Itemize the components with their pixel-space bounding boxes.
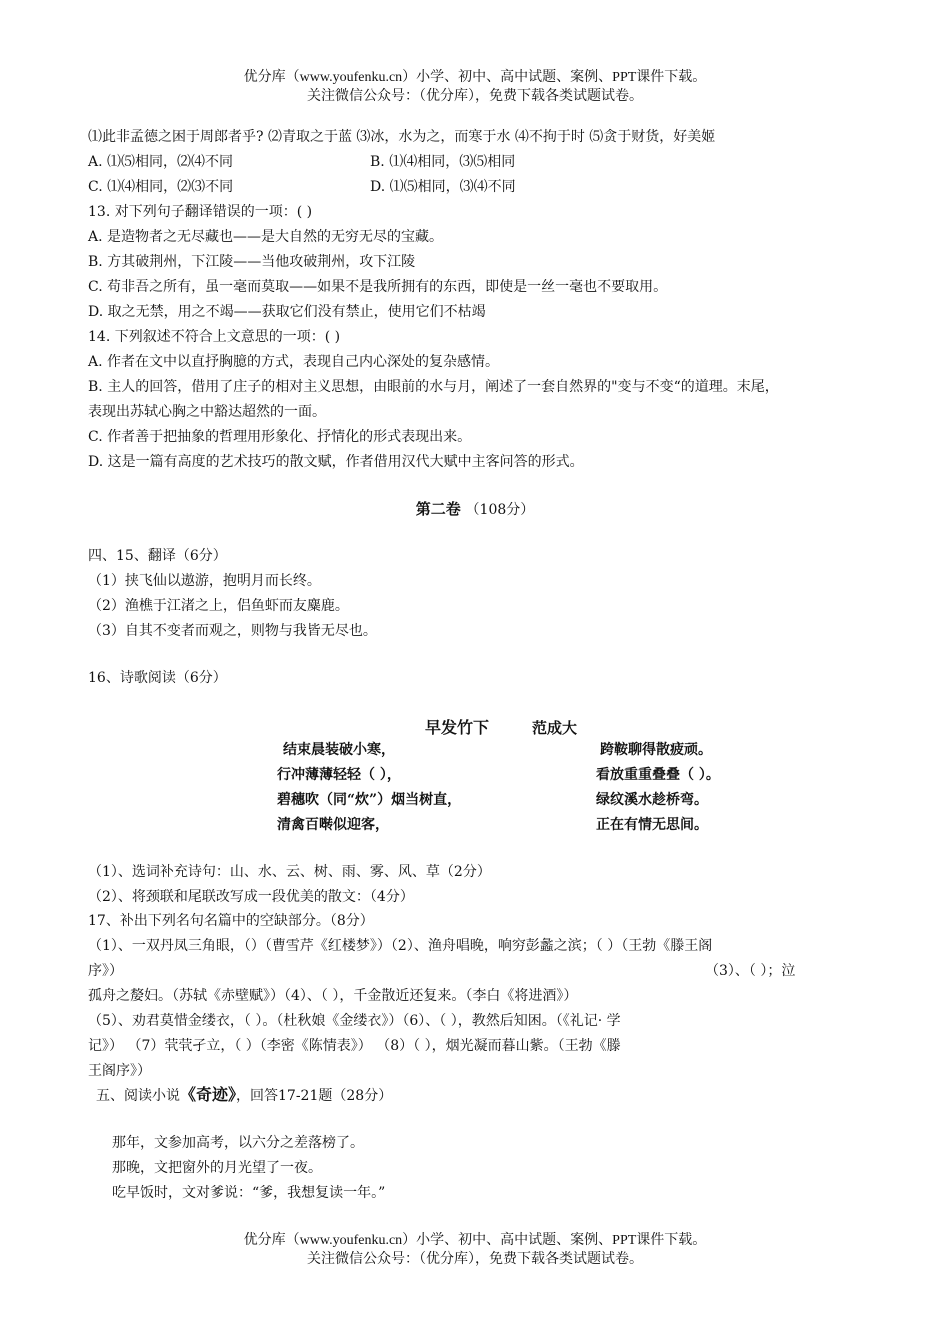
section-5-title: [96, 1086, 926, 1105]
poem-line-1-right: 跨鞍聊得散疲顽。: [600, 742, 712, 758]
header-line-1: 优分库（www.youfenku.cn）小学、初中、高中试题、案例、PPT课件下载。: [243, 70, 707, 85]
poem-line-2-left: 行冲薄薄轻轻（ ），: [277, 767, 401, 783]
story-paragraph-1: 那年，文参加高考，以六分之差落榜了。: [112, 1135, 364, 1151]
poem-line-1-left: 结束晨装破小寒，: [283, 742, 395, 758]
section-5-prefix: 五、阅读小说: [96, 1088, 180, 1104]
q13-option-d: D. 取之无禁，用之不竭——获取它们没有禁止，使用它们不枯竭: [88, 304, 486, 320]
q14-option-b-line-1: B. 主人的回答，借用了庄子的相对主义思想，由眼前的水与月，阐述了一套自然界的"变与不变“的道理。末尾，: [88, 379, 779, 395]
q14-option-c: C. 作者善于把抽象的哲理用形象化、抒情化的形式表现出来。: [88, 429, 472, 445]
q16-sub-1: （1）、选词补充诗句：山、水、云、树、雨、雾、风、草（2分）: [88, 864, 491, 880]
poem-line-2-right: 看放重重叠叠（ ）。: [596, 767, 720, 783]
q12-options-row-2: [88, 178, 918, 196]
q12-option-d: D. ⑴⑸相同，⑶⑷不同: [370, 179, 516, 195]
section-2-name: 第二卷: [415, 500, 461, 518]
poem-line-3-right: 绿纹溪水趁桥弯。: [596, 792, 708, 808]
q16-sub-2: （2）、将颈联和尾联改写成一段优美的散文：（4分）: [88, 889, 414, 905]
story-paragraph-2: 那晚，文把窗外的月光望了一夜。: [112, 1160, 322, 1176]
q14-option-b-line-2: 表现出苏轼心胸之中豁达超然的一面。: [88, 404, 326, 420]
q13-option-b: B. 方其破荆州，下江陵——当他攻破荆州，攻下江陵: [88, 254, 416, 270]
q14-option-d: D. 这是一篇有高度的艺术技巧的散文赋，作者借用汉代大赋中主客问答的形式。: [88, 454, 584, 470]
q12-options-row-1: [88, 153, 918, 171]
footer-line-2: 关注微信公众号：（优分库），免费下载各类试题试卷。: [307, 1252, 643, 1267]
q13-option-c: C. 苟非吾之所有，虽一毫而莫取——如果不是我所拥有的东西，即使是一丝一毫也不要取用。: [88, 279, 668, 295]
q12-option-c: C. ⑴⑷相同，⑵⑶不同: [88, 179, 234, 195]
poem-title: 早发竹下: [425, 718, 490, 737]
q15-title: 四、15、翻译（6分）: [88, 548, 227, 564]
story-paragraph-3: 吃早饭时，文对爹说：“爹，我想复读一年。”: [112, 1185, 386, 1201]
q14-option-a: A. 作者在文中以直抒胸臆的方式，表现自己内心深处的复杂感情。: [88, 354, 500, 370]
section-2-title: [0, 498, 950, 519]
poem-line-3-left: 碧穗吹（同“炊”）烟当树直，: [277, 792, 462, 808]
q12-option-a: A. ⑴⑸相同，⑵⑷不同: [88, 154, 234, 170]
footer-line-1: 优分库（www.youfenku.cn）小学、初中、高中试题、案例、PPT课件下载。: [243, 1233, 707, 1248]
q17-line-1: （1）、一双丹凤三角眼，（）（曹雪芹《红楼梦》）（2）、渔舟唱晚，响穷彭蠡之滨；（ ）（王勃《滕王阁: [88, 938, 713, 954]
section-5-suffix: ，回答17-21题（28分）: [236, 1088, 393, 1104]
q17-title: 17、补出下列名句名篇中的空缺部分。（8分）: [88, 913, 374, 929]
q15-sentence-3: （3）自其不变者而观之，则物与我皆无尽也。: [88, 623, 377, 639]
q17-line-2-start: 序》）: [88, 963, 123, 979]
poem-line-4-left: 清禽百啭似迎客，: [277, 817, 389, 833]
q17-line-4: （5）、劝君莫惜金缕衣，（ ）。（杜秋娘《金缕衣》）（6）、（ ），教然后知困。（《礼记· 学: [88, 1013, 621, 1029]
q17-line-5: 记》） （7）茕茕孑立，（ ）（李密《陈情表》） （8）（ ），烟光凝而暮山紫。（王勃《滕: [88, 1038, 621, 1054]
poem-line-4-right: 正在有情无思间。: [596, 817, 708, 833]
q13-option-a: A. 是造物者之无尽藏也——是大自然的无穷无尽的宝藏。: [88, 229, 444, 245]
section-2-score: （108分）: [465, 502, 535, 518]
q17-line-2-end: （3）、（ ）；泣: [705, 963, 796, 979]
q14-stem: 14. 下列叙述不符合上文意思的一项：( ): [88, 329, 341, 345]
q13-stem: 13. 对下列句子翻译错误的一项：( ): [88, 204, 313, 220]
page-footer: [0, 1231, 950, 1269]
q16-title: 16、诗歌阅读（6分）: [88, 670, 227, 686]
poem-author: 范成大: [532, 719, 578, 737]
q17-line-6: 王阁序》）: [88, 1063, 151, 1079]
q12-option-b: B. ⑴⑷相同，⑶⑸相同: [370, 154, 516, 170]
header-line-2: 关注微信公众号：（优分库），免费下载各类试题试卷。: [307, 89, 643, 104]
q12-stem: ⑴此非孟德之困于周郎者乎? ⑵青取之于蓝 ⑶冰，水为之，而寒于水 ⑷不拘于时 ⑸贪于财货，好美姬: [88, 129, 716, 145]
q15-sentence-2: （2）渔樵于江渚之上，侣鱼虾而友麋鹿。: [88, 598, 349, 614]
novel-title: 《奇迹》: [180, 1085, 237, 1104]
q15-sentence-1: （1）挟飞仙以遨游，抱明月而长终。: [88, 573, 321, 589]
q17-line-2: [88, 962, 918, 980]
q17-line-3: 孤舟之嫠妇。（苏轼《赤壁赋》）（4）、（ ），千金散近还复来。（李白《将进酒》）: [88, 988, 578, 1004]
page-header: [0, 68, 950, 106]
